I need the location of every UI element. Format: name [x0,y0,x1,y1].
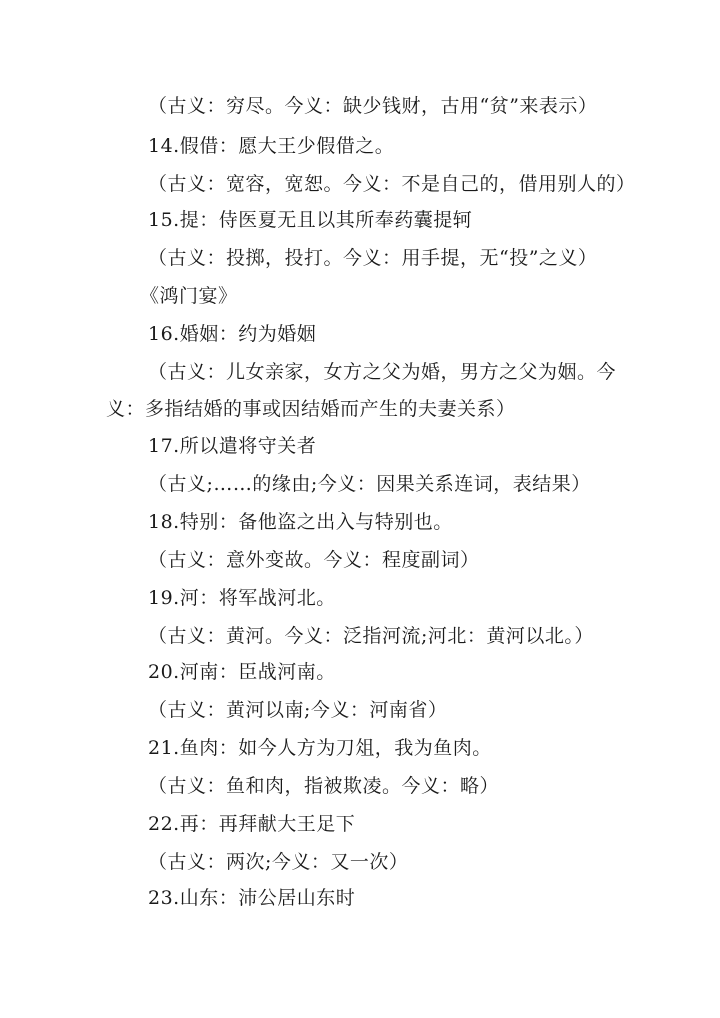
text-line: （古义：黄河。今义：泛指河流;河北：黄河以北。） [148,625,594,647]
text-line: 18.特别：备他盗之出入与特别也。 [148,511,453,533]
text-line: 14.假借：愿大王少假借之。 [148,135,395,157]
text-line: 23.山东：沛公居山东时 [148,887,356,909]
text-line: 17.所以遣将守关者 [148,435,317,457]
text-line: （古义：两次;今义：又一次） [148,851,409,873]
text-line: （古义：穷尽。今义：缺少钱财，古用“贫”来表示） [148,95,598,117]
text-line: （古义;……的缘由;今义：因果关系连词，表结果） [148,473,591,495]
text-line: （古义：宽容，宽恕。今义：不是自己的，借用别人的） [148,173,636,195]
text-line: （古义：黄河以南;今义：河南省） [148,699,448,721]
text-line: （古义：鱼和肉，指被欺凌。今义：略） [148,775,500,797]
text-line: 21.鱼肉：如今人方为刀俎，我为鱼肉。 [148,737,492,759]
text-line-continuation: 义：多指结婚的事或因结婚而产生的夫妻关系） [106,398,516,420]
text-line: 22.再：再拜献大王足下 [148,813,356,835]
section-title: 《鸿门宴》 [140,285,238,307]
text-line: 19.河：将军战河北。 [148,587,336,609]
text-line: 15.提：侍医夏无且以其所奉药囊提轲 [148,209,473,231]
text-line: 20.河南：臣战河南。 [148,661,336,683]
text-line: （古义：投掷，投打。今义：用手提，无“投”之义） [148,247,598,269]
text-line: （古义：儿女亲家，女方之父为婚，男方之父为姻。今 [148,361,617,383]
text-line: 16.婚姻：约为婚姻 [148,323,317,345]
text-line: （古义：意外变故。今义：程度副词） [148,549,480,571]
